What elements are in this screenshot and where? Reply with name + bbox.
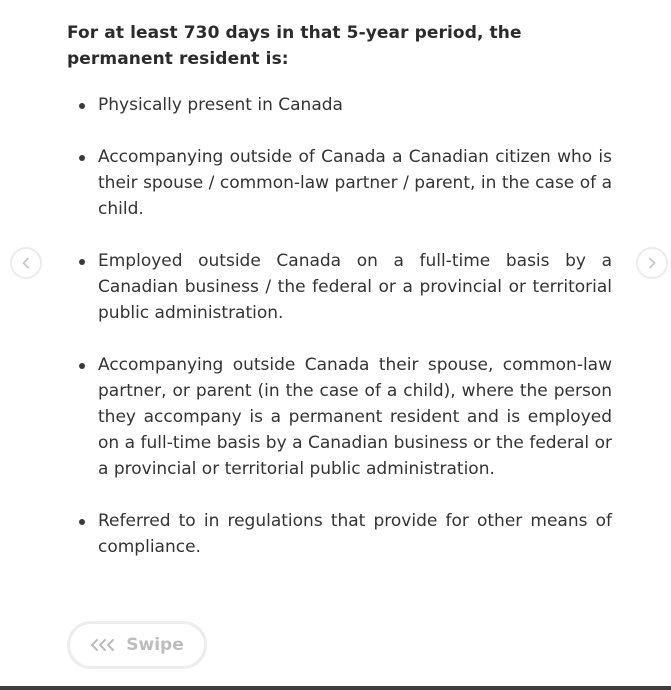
swipe-button[interactable]: [67, 621, 207, 669]
list-item-text: Employed outside Canada on a full-time basis by a Canadian business / the federal or a provincial or territorial public administration.: [98, 251, 612, 323]
bullet-icon: [79, 363, 85, 369]
list-item: [67, 248, 612, 326]
swipe-label: Swipe: [126, 635, 184, 655]
slide-heading: For at least 730 days in that 5-year period, the permanent resident is:: [67, 23, 522, 69]
list-item: [67, 144, 612, 222]
list-item-text: Physically present in Canada: [98, 95, 343, 115]
next-slide-button[interactable]: [636, 247, 668, 279]
bottom-divider: [0, 686, 671, 690]
previous-slide-button[interactable]: [10, 247, 42, 279]
chevron-left-icon: [20, 257, 32, 269]
bullet-icon: [79, 259, 85, 265]
bullet-icon: [79, 155, 85, 161]
list-item: [67, 508, 612, 560]
list-item: [67, 352, 612, 482]
bullet-icon: [79, 519, 85, 525]
requirements-list: [67, 92, 612, 560]
list-item-text: Referred to in regulations that provide for other means of compliance.: [98, 511, 612, 557]
chevron-right-icon: [646, 257, 658, 269]
triple-chevron-left-icon: [90, 638, 118, 652]
list-item-text: Accompanying outside Canada their spouse, common-law partner, or parent (in the case of a child), where the person they accompany is a permanent resident and is employed on a full-time basis by a Canadian business or the federal or a provincial or territorial public administration.: [98, 355, 612, 479]
bullet-icon: [79, 103, 85, 109]
list-item: [67, 92, 612, 118]
list-item-text: Accompanying outside of Canada a Canadian citizen who is their spouse / common-law partner / parent, in the case of a child.: [98, 147, 612, 219]
slide-content: [67, 20, 612, 586]
